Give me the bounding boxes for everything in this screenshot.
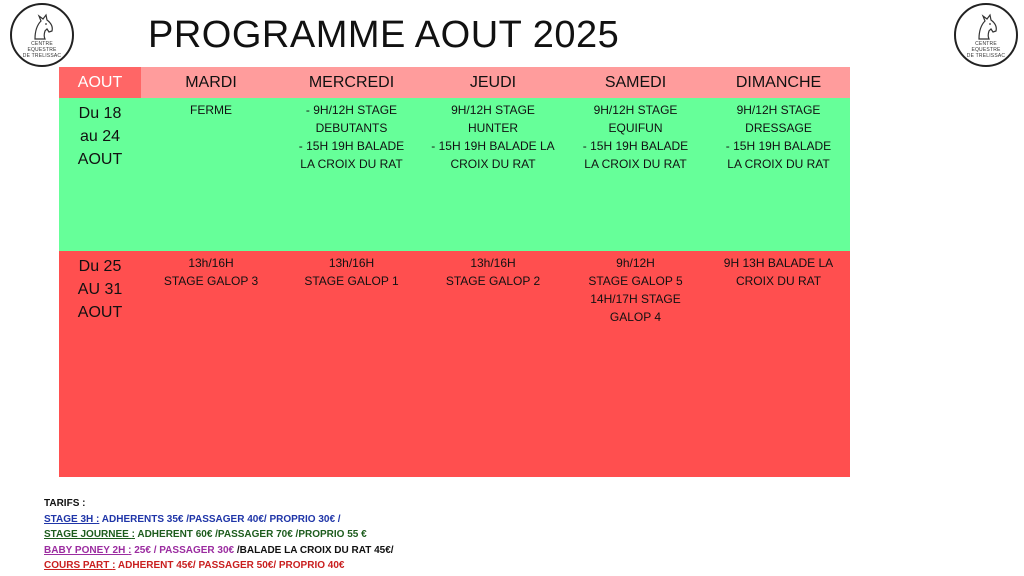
horse-head-icon [27,13,57,41]
tarif-label-stage-journee: STAGE JOURNEE [44,529,132,540]
tarif-values-balade: /BALADE LA CROIX DU RAT 45€/ [234,544,394,556]
tarif-colon: : [112,560,116,571]
horse-head-icon [971,13,1001,41]
schedule-cell: 9H/12H STAGE DRESSAGE - 15H 19H BALADE LA CROIX DU RAT [725,103,832,171]
header-day-dimanche: DIMANCHE [735,73,822,91]
header-day-mercredi: MERCREDI [308,73,395,91]
schedule-cell: 13h/16H STAGE GALOP 3 [163,256,259,288]
schedule-cell: FERME [190,103,232,117]
schedule-cell: 9H/12H STAGE HUNTER - 15H 19H BALADE LA CROIX DU RAT [431,103,555,171]
schedule-cell: - 9H/12H STAGE DEBUTANTS - 15H 19H BALADE LA CROIX DU RAT [298,103,405,171]
tarif-values-cours-part: ADHERENT 45€/ PASSAGER 50€/ PROPRIO 40€ [115,560,345,571]
tarif-line-baby-poney [44,543,394,559]
logo-text-line2: DE TRELISSAC [966,53,1006,59]
logo-left [10,3,74,67]
tarif-line-stage-journee [44,527,394,543]
header-day-samedi: SAMEDI [604,73,667,91]
period-label: Du 25 AU 31 AOUT [77,258,123,321]
schedule-cell: 9H 13H BALADE LA CROIX DU RAT [723,256,834,288]
logo-text-line1: CENTRE EQUESTRE [27,41,57,53]
header-corner-month: AOUT [59,67,141,98]
logo-text-line2: DE TRELISSAC [22,53,62,59]
tarif-line-cours-part [44,558,394,574]
header-day-jeudi: JEUDI [469,73,517,91]
schedule-row-week-1 [59,98,850,251]
tarif-values-stage-3h: ADHERENTS 35€ /PASSAGER 40€/ PROPRIO 30€ / [99,513,341,525]
schedule-cell: 13h/16H STAGE GALOP 2 [445,256,541,288]
schedule-cell: 13h/16H STAGE GALOP 1 [304,256,399,288]
header-day-mardi: MARDI [185,73,237,91]
tarifs-section [44,496,394,574]
tarif-colon: : [96,513,100,525]
logo-right [954,3,1018,67]
schedule-cell: 9h/12H STAGE GALOP 5 14H/17H STAGE GALOP 4 [588,256,683,324]
page-title: PROGRAMME AOUT 2025 [148,14,620,56]
schedule-header-row [59,67,850,98]
tarif-colon: : [128,544,132,556]
schedule-table [59,67,850,477]
logo-text-line1: CENTRE EQUESTRE [971,41,1001,53]
tarif-label-baby-poney: BABY PONEY 2H [44,544,129,556]
tarif-line-stage-3h [44,512,394,528]
tarifs-heading: TARIFS : [44,498,86,509]
tarif-values-baby-poney: 25€ / PASSAGER 30€ [131,544,235,556]
tarif-colon: : [131,529,135,540]
tarif-label-stage-3h: STAGE 3H [44,513,97,525]
tarif-values-stage-journee: ADHERENT 60€ /PASSAGER 70€ /PROPRIO 55 € [134,529,367,540]
period-label: Du 18 au 24 AOUT [77,105,123,168]
schedule-cell: 9H/12H STAGE EQUIFUN - 15H 19H BALADE LA CROIX DU RAT [582,103,689,171]
schedule-row-week-2 [59,251,850,477]
tarif-label-cours-part: COURS PART [44,560,113,571]
